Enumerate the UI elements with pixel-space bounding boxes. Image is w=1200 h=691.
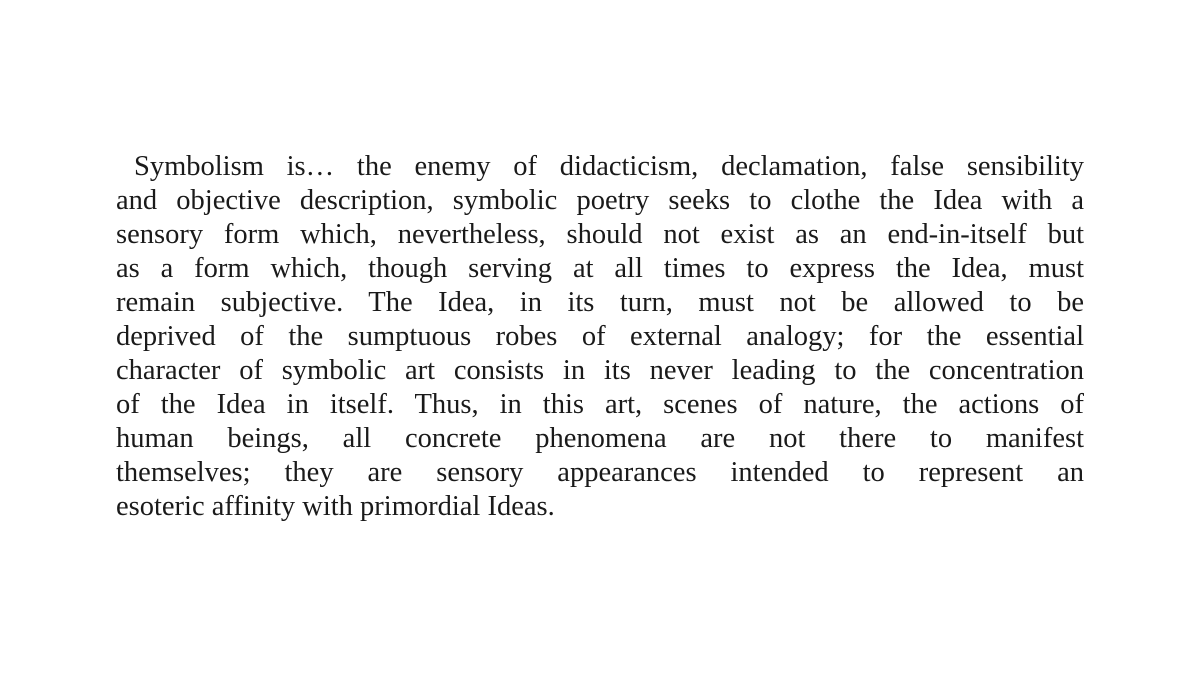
quote-line: sensory form which, nevertheless, should not exist as an end-in-itself but	[116, 219, 1084, 250]
quote-line: and objective description, symbolic poetry seeks to clothe the Idea with a	[116, 185, 1084, 216]
quote-paragraph	[116, 150, 1084, 524]
quote-line: character of symbolic art consists in its never leading to the concentration	[116, 355, 1084, 386]
quote-line: themselves; they are sensory appearances intended to represent an	[116, 457, 1084, 488]
quote-line: as a form which, though serving at all times to express the Idea, must	[116, 253, 1084, 284]
quote-line: remain subjective. The Idea, in its turn, must not be allowed to be	[116, 287, 1084, 318]
quote-line: deprived of the sumptuous robes of external analogy; for the essential	[116, 321, 1084, 352]
quote-line: Symbolism is… the enemy of didacticism, declamation, false sensibility	[134, 151, 1084, 182]
quote-line: of the Idea in itself. Thus, in this art, scenes of nature, the actions of	[116, 389, 1084, 420]
quote-line: human beings, all concrete phenomena are not there to manifest	[116, 423, 1084, 454]
quote-line: esoteric affinity with primordial Ideas.	[116, 491, 555, 522]
